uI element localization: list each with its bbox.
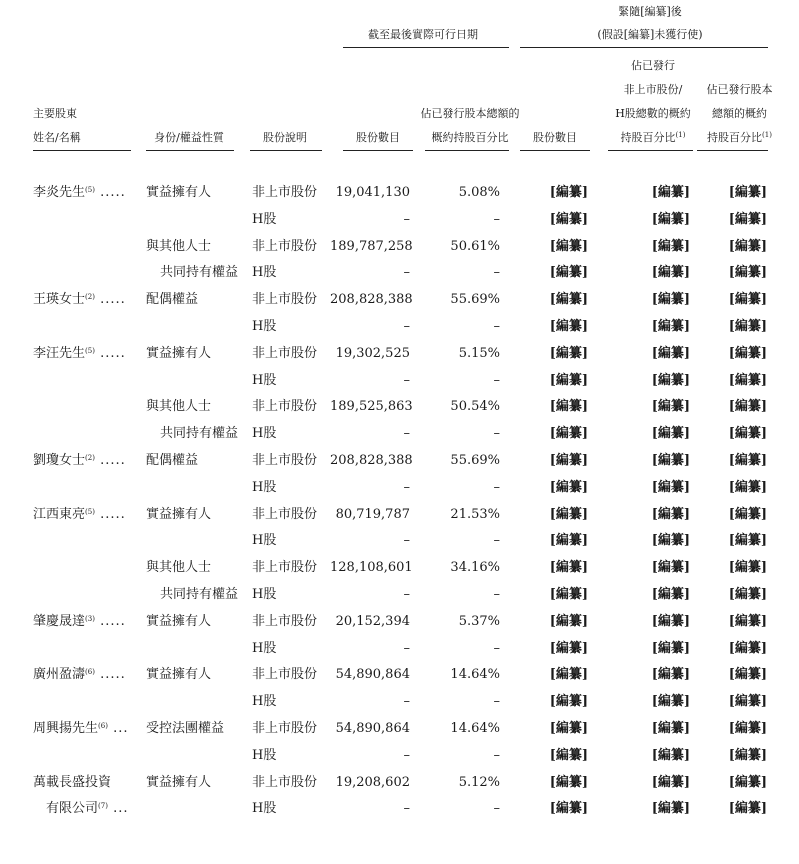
redacted-pct-class: [編纂] [651, 507, 690, 522]
shares-count: 54,890,864 [335, 667, 410, 682]
shareholding-percent: 55.69% [450, 453, 500, 468]
shares-count: 189,787,258 [330, 239, 413, 254]
share-description: 非上市股份 [252, 775, 318, 790]
redacted-pct-class: [編纂] [651, 185, 690, 200]
redacted-pct-total: [編纂] [728, 694, 767, 709]
header-rule-desc [250, 150, 322, 151]
redacted-pct-class: [編纂] [651, 694, 690, 709]
redacted-shares: [編纂] [549, 721, 588, 736]
shares-count: – [403, 265, 410, 280]
shares-count: – [403, 373, 410, 388]
header-pct-b-line1: 佔已發行 [631, 59, 675, 72]
capacity: 實益擁有人 [146, 667, 212, 682]
redacted-pct-total: [編纂] [728, 426, 767, 441]
redacted-pct-total: [編纂] [728, 667, 767, 682]
header-rule-holder [33, 150, 131, 151]
header-pct-c-line3: 持股百分比$^{(1)}$ [707, 131, 772, 144]
redacted-shares: [編纂] [549, 346, 588, 361]
redacted-shares: [編纂] [549, 667, 588, 682]
redacted-shares: [編纂] [549, 453, 588, 468]
shareholding-percent: – [493, 373, 500, 388]
share-description: H股 [252, 319, 277, 334]
holder-name: 李汪先生$^{(5)}$ ..... [33, 346, 126, 361]
capacity: 配偶權益 [146, 453, 199, 468]
redacted-shares: [編纂] [549, 507, 588, 522]
header-group-right-line2: (假設[編纂]未獲行使) [597, 28, 703, 41]
redacted-pct-total: [編纂] [728, 507, 767, 522]
redacted-shares: [編纂] [549, 560, 588, 575]
redacted-shares: [編纂] [549, 292, 588, 307]
shareholding-percent: – [493, 801, 500, 816]
share-description: 非上市股份 [252, 667, 318, 682]
shareholding-percent: 14.64% [450, 667, 500, 682]
share-description: 非上市股份 [252, 399, 318, 414]
shareholding-percent: – [493, 533, 500, 548]
redacted-shares: [編纂] [549, 614, 588, 629]
redacted-shares: [編纂] [549, 185, 588, 200]
holder-name: 王瑛女士$^{(2)}$ ..... [33, 292, 126, 307]
header-group-left: 截至最後實際可行日期 [368, 28, 478, 41]
redacted-pct-total: [編纂] [728, 748, 767, 763]
share-description: H股 [252, 265, 277, 280]
redacted-pct-class: [編纂] [651, 212, 690, 227]
share-description: H股 [252, 212, 277, 227]
header-holder-line1: 主要股東 [33, 107, 77, 120]
capacity: 實益擁有人 [146, 775, 212, 790]
shareholding-percent: 5.12% [458, 775, 500, 790]
redacted-shares: [編纂] [549, 319, 588, 334]
redacted-pct-class: [編纂] [651, 667, 690, 682]
share-description: H股 [252, 587, 277, 602]
shares-count: 208,828,388 [330, 292, 413, 307]
redacted-shares: [編纂] [549, 239, 588, 254]
redacted-pct-class: [編纂] [651, 292, 690, 307]
redacted-pct-total: [編纂] [728, 721, 767, 736]
shareholding-percent: 55.69% [450, 292, 500, 307]
shares-count: 19,208,602 [335, 775, 410, 790]
shareholding-percent: – [493, 587, 500, 602]
header-rule-pct-c [697, 150, 768, 151]
header-pct-b-line3: H股總數的概約 [615, 107, 691, 120]
redacted-shares: [編纂] [549, 801, 588, 816]
redacted-pct-class: [編纂] [651, 373, 690, 388]
capacity: 與其他人士 [146, 399, 212, 414]
redacted-pct-class: [編纂] [651, 265, 690, 280]
share-description: 非上市股份 [252, 185, 318, 200]
redacted-shares: [編纂] [549, 480, 588, 495]
capacity: 實益擁有人 [146, 346, 212, 361]
header-pct-c-line2: 總額的概約 [712, 107, 767, 120]
shareholding-percent: – [493, 748, 500, 763]
redacted-pct-total: [編纂] [728, 185, 767, 200]
shares-count: 128,108,601 [330, 560, 413, 575]
holder-name: 萬載長盛投資 [33, 775, 112, 790]
redacted-pct-class: [編纂] [651, 533, 690, 548]
redacted-pct-total: [編纂] [728, 399, 767, 414]
header-rule-shares-b [520, 150, 590, 151]
redacted-pct-total: [編纂] [728, 641, 767, 656]
redacted-pct-total: [編纂] [728, 212, 767, 227]
redacted-pct-class: [編纂] [651, 399, 690, 414]
holder-name: 有限公司$^{(7)}$ ... [46, 801, 129, 816]
redacted-pct-class: [編纂] [651, 319, 690, 334]
capacity: 實益擁有人 [146, 614, 212, 629]
shares-count: – [403, 587, 410, 602]
share-description: 非上市股份 [252, 560, 318, 575]
shareholding-percent: – [493, 265, 500, 280]
shares-count: – [403, 319, 410, 334]
holder-name: 李炎先生$^{(5)}$ ..... [33, 185, 126, 200]
redacted-pct-class: [編纂] [651, 239, 690, 254]
shareholding-percent: 14.64% [450, 721, 500, 736]
share-description: 非上市股份 [252, 453, 318, 468]
redacted-pct-class: [編纂] [651, 775, 690, 790]
redacted-pct-total: [編纂] [728, 801, 767, 816]
redacted-shares: [編纂] [549, 587, 588, 602]
share-description: 非上市股份 [252, 292, 318, 307]
header-rule-capacity [146, 150, 234, 151]
capacity: 受控法團權益 [146, 721, 225, 736]
shares-count: 80,719,787 [335, 507, 410, 522]
header-group-right-rule [520, 47, 768, 48]
shares-count: 19,041,130 [335, 185, 410, 200]
redacted-pct-class: [編纂] [651, 426, 690, 441]
redacted-shares: [編纂] [549, 533, 588, 548]
shares-count: 208,828,388 [330, 453, 413, 468]
shareholding-percent: – [493, 212, 500, 227]
shareholding-percent: 5.15% [458, 346, 500, 361]
redacted-pct-total: [編纂] [728, 533, 767, 548]
shares-count: – [403, 426, 410, 441]
redacted-pct-total: [編纂] [728, 292, 767, 307]
header-pct-b-line2: 非上市股份/ [623, 83, 683, 96]
redacted-pct-class: [編纂] [651, 801, 690, 816]
redacted-pct-class: [編纂] [651, 480, 690, 495]
share-description: H股 [252, 748, 277, 763]
redacted-pct-total: [編纂] [728, 587, 767, 602]
header-pct-a-line2: 概約持股百分比 [431, 131, 509, 144]
redacted-pct-class: [編纂] [651, 748, 690, 763]
redacted-pct-total: [編纂] [728, 614, 767, 629]
header-shares-b: 股份數目 [533, 131, 577, 144]
holder-name: 劉瓊女士$^{(2)}$ ..... [33, 453, 126, 468]
header-group-right-line1: 緊隨[編纂]後 [618, 5, 682, 18]
redacted-pct-total: [編纂] [728, 775, 767, 790]
share-description: H股 [252, 694, 277, 709]
redacted-pct-total: [編纂] [728, 560, 767, 575]
shares-count: – [403, 533, 410, 548]
capacity: 與其他人士 [146, 239, 212, 254]
shares-count: 189,525,863 [330, 399, 413, 414]
shareholding-percent: – [493, 641, 500, 656]
redacted-shares: [編纂] [549, 775, 588, 790]
share-description: H股 [252, 373, 277, 388]
shareholding-percent: 50.54% [450, 399, 500, 414]
redacted-pct-class: [編纂] [651, 614, 690, 629]
header-rule-pct-b [608, 150, 693, 151]
header-capacity: 身份/權益性質 [154, 131, 224, 144]
capacity: 與其他人士 [146, 560, 212, 575]
shares-count: – [403, 694, 410, 709]
shares-count: 54,890,864 [335, 721, 410, 736]
redacted-pct-total: [編纂] [728, 480, 767, 495]
redacted-pct-class: [編纂] [651, 560, 690, 575]
shares-count: – [403, 801, 410, 816]
redacted-pct-total: [編纂] [728, 373, 767, 388]
share-description: H股 [252, 801, 277, 816]
header-pct-a-line1: 佔已發行股本總額的 [420, 107, 520, 120]
header-shares-a: 股份數目 [356, 131, 400, 144]
share-description: 非上市股份 [252, 507, 318, 522]
share-description: H股 [252, 533, 277, 548]
shares-count: 20,152,394 [335, 614, 410, 629]
shares-count: – [403, 641, 410, 656]
header-holder-line2: 姓名/名稱 [33, 131, 81, 144]
shareholding-percent: 5.08% [458, 185, 500, 200]
redacted-pct-class: [編纂] [651, 346, 690, 361]
holder-name: 肇慶晟達$^{(3)}$ ..... [33, 614, 126, 629]
shares-count: 19,302,525 [335, 346, 410, 361]
capacity: 實益擁有人 [146, 185, 212, 200]
share-description: 非上市股份 [252, 721, 318, 736]
share-description: 非上市股份 [252, 614, 318, 629]
capacity: 共同持有權益 [160, 587, 239, 602]
capacity: 配偶權益 [146, 292, 199, 307]
header-pct-c-line1: 佔已發行股本 [706, 83, 773, 96]
capacity: 共同持有權益 [160, 265, 239, 280]
header-rule-pct-a [425, 150, 509, 151]
shareholding-percent: – [493, 480, 500, 495]
redacted-pct-total: [編纂] [728, 239, 767, 254]
redacted-shares: [編纂] [549, 373, 588, 388]
share-description: H股 [252, 426, 277, 441]
shareholding-percent: 34.16% [450, 560, 500, 575]
redacted-shares: [編纂] [549, 748, 588, 763]
shareholding-percent: 5.37% [458, 614, 500, 629]
shareholding-percent: – [493, 694, 500, 709]
shareholding-percent: – [493, 319, 500, 334]
redacted-pct-class: [編纂] [651, 721, 690, 736]
capacity: 共同持有權益 [160, 426, 239, 441]
redacted-pct-class: [編纂] [651, 641, 690, 656]
shareholding-percent: 21.53% [450, 507, 500, 522]
holder-name: 廣州盈濤$^{(6)}$ ..... [33, 667, 126, 682]
shares-count: – [403, 212, 410, 227]
header-desc: 股份說明 [263, 131, 307, 144]
share-description: 非上市股份 [252, 346, 318, 361]
shareholding-percent: 50.61% [450, 239, 500, 254]
share-description: 非上市股份 [252, 239, 318, 254]
redacted-shares: [編纂] [549, 426, 588, 441]
shares-count: – [403, 480, 410, 495]
redacted-pct-total: [編纂] [728, 319, 767, 334]
redacted-pct-class: [編纂] [651, 587, 690, 602]
redacted-shares: [編纂] [549, 265, 588, 280]
share-description: H股 [252, 641, 277, 656]
redacted-shares: [編纂] [549, 641, 588, 656]
header-group-left-rule [343, 47, 509, 48]
header-pct-b-line4: 持股百分比$^{(1)}$ [620, 131, 686, 144]
redacted-shares: [編纂] [549, 694, 588, 709]
redacted-shares: [編纂] [549, 212, 588, 227]
redacted-shares: [編纂] [549, 399, 588, 414]
redacted-pct-total: [編纂] [728, 265, 767, 280]
share-description: H股 [252, 480, 277, 495]
shareholding-percent: – [493, 426, 500, 441]
capacity: 實益擁有人 [146, 507, 212, 522]
shares-count: – [403, 748, 410, 763]
holder-name: 江西東亮$^{(5)}$ ..... [33, 507, 126, 522]
holder-name: 周興揚先生$^{(6)}$ ... [33, 721, 129, 736]
header-rule-shares-a [343, 150, 413, 151]
redacted-pct-class: [編纂] [651, 453, 690, 468]
redacted-pct-total: [編纂] [728, 453, 767, 468]
redacted-pct-total: [編纂] [728, 346, 767, 361]
